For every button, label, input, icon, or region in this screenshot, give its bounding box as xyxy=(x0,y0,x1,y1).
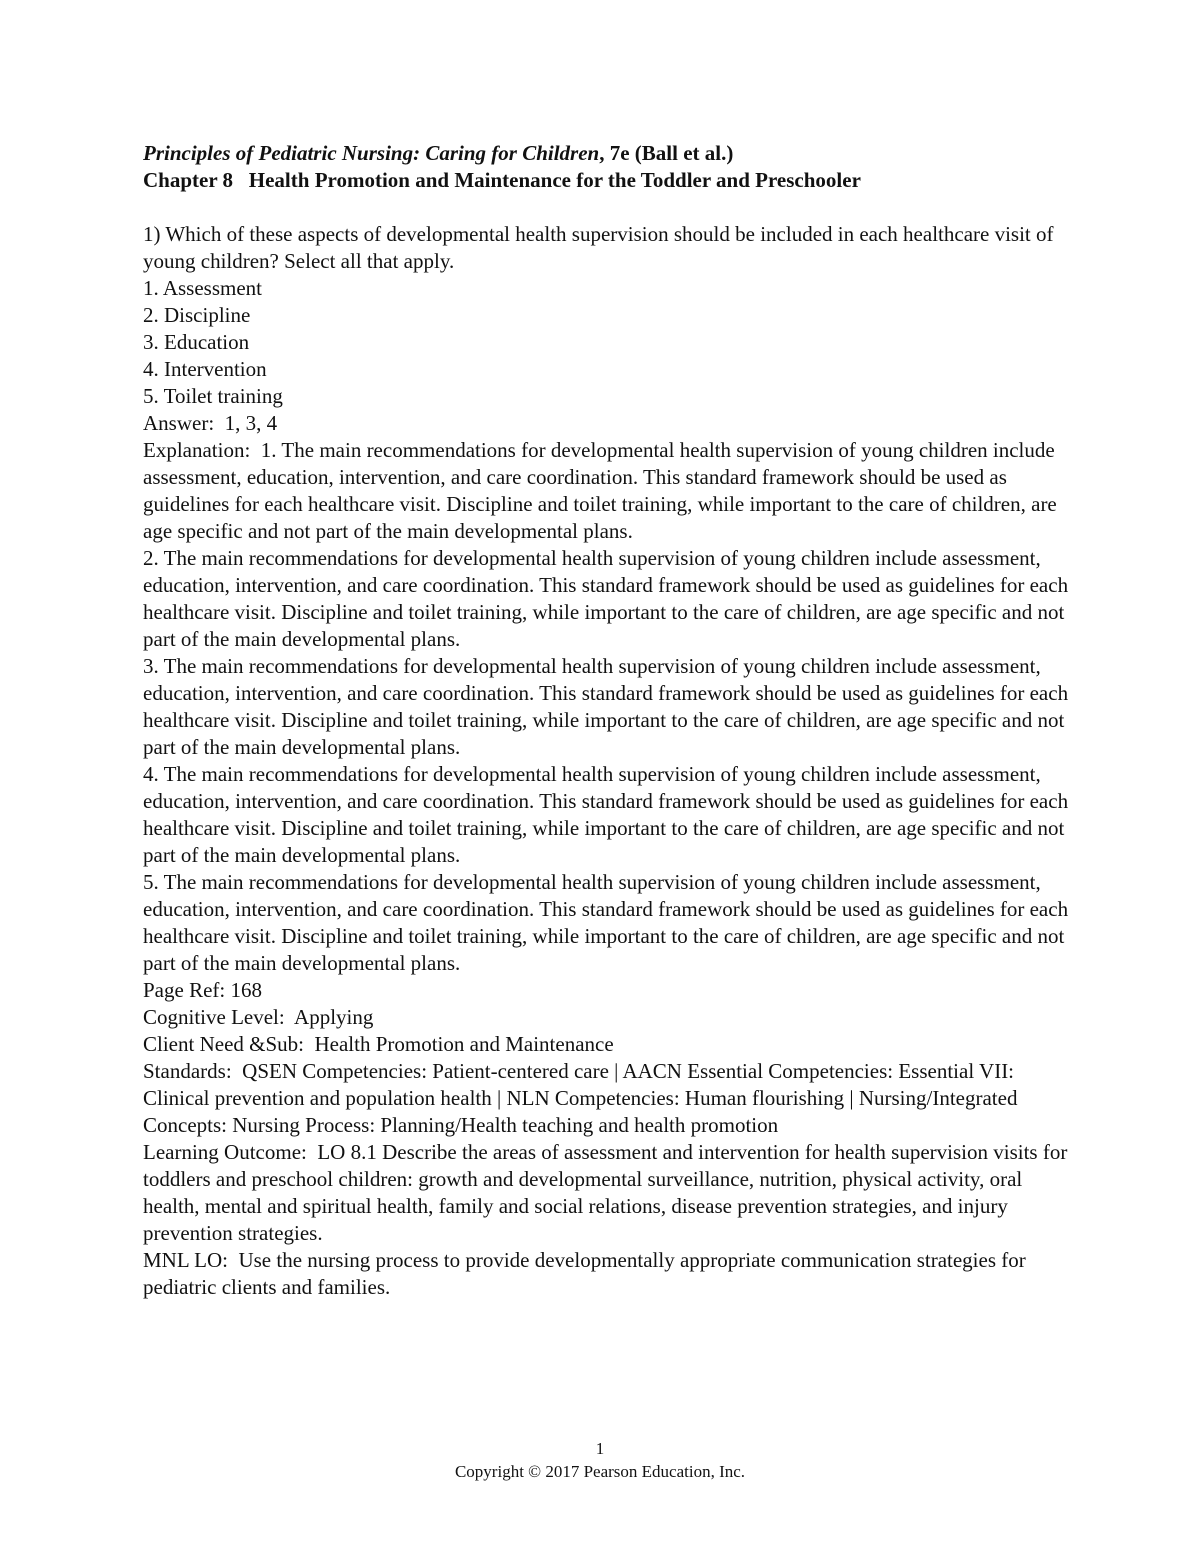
book-title-line xyxy=(143,140,1073,167)
explanation-4: 4. The main recommendations for developmental health supervision of young children include assessment, education, intervention, and care coordination. This standard framework should be used as guidelines for each healthcare visit. Discipline and toilet training, while important to the care of children, are age specific and not part of the main developmental plans. xyxy=(143,762,1069,867)
explanation-2: 2. The main recommendations for developmental health supervision of young children include assessment, education, intervention, and care coordination. This standard framework should be used as guidelines for each healthcare visit. Discipline and toilet training, while important to the care of children, are age specific and not part of the main developmental plans. xyxy=(143,546,1069,651)
mnl-lo: MNL LO: Use the nursing process to provide developmentally appropriate communication strategies for pediatric clients and families. xyxy=(143,1248,1031,1299)
book-edition: , 7e (Ball et al.) xyxy=(599,141,734,165)
document-body xyxy=(143,140,1073,1301)
answer: Answer: 1, 3, 4 xyxy=(143,411,278,435)
option-2: 2. Discipline xyxy=(143,303,251,327)
cognitive-level: Cognitive Level: Applying xyxy=(143,1005,374,1029)
client-need: Client Need &Sub: Health Promotion and Maintenance xyxy=(143,1032,614,1056)
question-stem: 1) Which of these aspects of developmental health supervision should be included in each healthcare visit of young children? Select all that apply. xyxy=(143,222,1054,273)
explanation-5: 5. The main recommendations for developmental health supervision of young children include assessment, education, intervention, and care coordination. This standard framework should be used as guidelines for each healthcare visit. Discipline and toilet training, while important to the care of children, are age specific and not part of the main developmental plans. xyxy=(143,870,1069,975)
copyright-notice: Copyright © 2017 Pearson Education, Inc. xyxy=(454,1462,746,1481)
chapter-title: Chapter 8 Health Promotion and Maintenance for the Toddler and Preschooler xyxy=(143,168,861,192)
book-title: Principles of Pediatric Nursing: Caring for Children xyxy=(143,141,600,165)
learning-outcome: Learning Outcome: LO 8.1 Describe the areas of assessment and intervention for health supervision visits for toddlers and preschool children: growth and developmental surveillance, nutrition, physical activity, oral health, mental and spiritual health, family and social relations, disease prevention strategies, and injury prevention strategies. xyxy=(143,1140,1073,1245)
option-5: 5. Toilet training xyxy=(143,384,283,408)
option-3: 3. Education xyxy=(143,330,250,354)
explanation-3: 3. The main recommendations for developmental health supervision of young children include assessment, education, intervention, and care coordination. This standard framework should be used as guidelines for each healthcare visit. Discipline and toilet training, while important to the care of children, are age specific and not part of the main developmental plans. xyxy=(143,654,1069,759)
option-1: 1. Assessment xyxy=(143,276,263,300)
standards: Standards: QSEN Competencies: Patient-centered care | AACN Essential Competencies: Essential VII: Clinical prevention and population health | NLN Competencies: Human flourishing | Nursing/Integrated Concepts: Nursing Process: Planning/Health teaching and health promotion xyxy=(143,1059,1023,1137)
spacer xyxy=(143,194,1073,221)
page-ref: Page Ref: 168 xyxy=(143,978,262,1002)
page-number: 1 xyxy=(595,1439,605,1458)
explanation-1: Explanation: 1. The main recommendations for developmental health supervision of young children include assessment, education, intervention, and care coordination. This standard framework should be used as guidelines for each healthcare visit. Discipline and toilet training, while important to the care of children, are age specific and not part of the main developmental plans. xyxy=(143,438,1063,543)
option-4: 4. Intervention xyxy=(143,357,267,381)
